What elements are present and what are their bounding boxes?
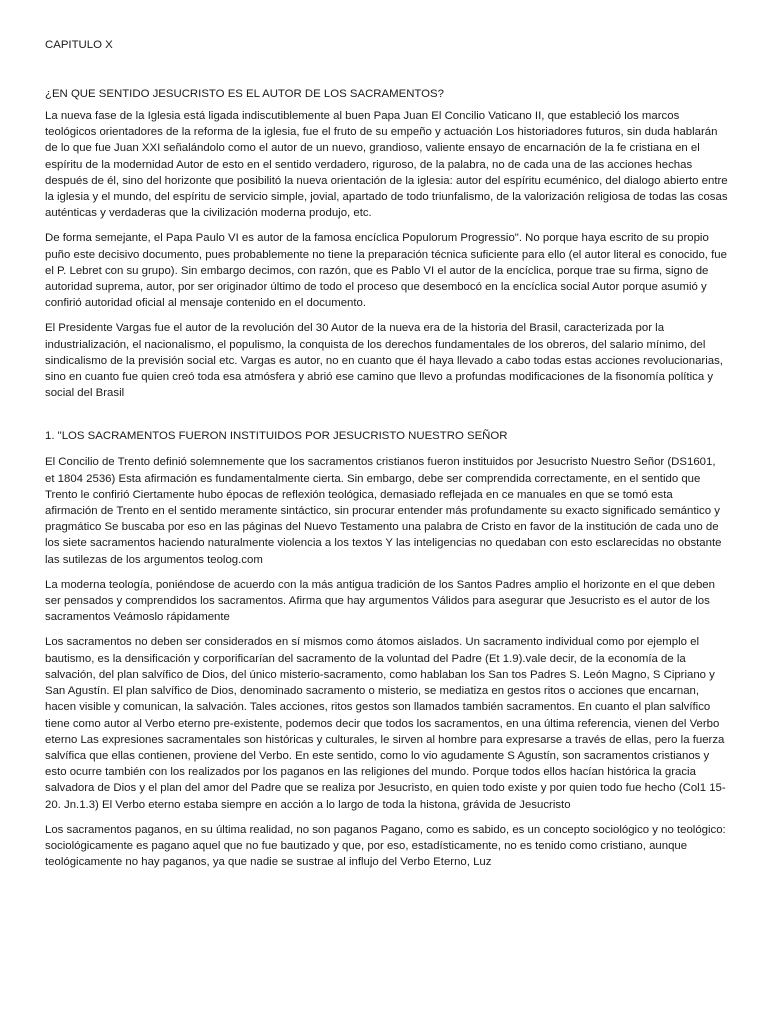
chapter-question: ¿EN QUE SENTIDO JESUCRISTO ES EL AUTOR DE LOS SACRAMENTOS? (45, 88, 444, 100)
paragraph-vargas: El Presidente Vargas fue el autor de la revolución del 30 Autor de la nueva era de la historia del Brasil, caracterizada por la industrialización, el nacionalismo, el populismo, la conquista de los derechos fundamentales de los obreros, del salario mínimo, del sindicalismo de la previsión social etc. Vargas es autor, no en cuanto que él haya llevado a cabo todas estas acciones revolucionarias, sino en cuanto fue quien creó toda esa atmósfera y abrió ese camino que llevo a profundas modificaciones de la fisonomía política y social del Brasil (45, 322, 723, 400)
paragraph-trento: El Concilio de Trento definió solemnemente que los sacramentos cristianos fueron instituidos por Jesucristo Nuestro Señor (DS1601, et 1804 2536) Esta afirmación es fundamentalmente cierta. Sin embargo, debe ser comprendida correctamente, en el sentido que Trento le confirió Ciertamente hubo épocas de reflexión teológica, demasiado reflejada en ce manuales en que se tomó esta afirmación de Trento en el sentido meramente sintáctico, sin procurar entender más profundamente su exacto significado semántico y pragmático Se buscaba por eso en las páginas del Nuevo Testamento una palabra de Cristo en favor de la institución de cada uno de los siete sacramentos haciendo naturalmente violencia a los textos Y las inteligencias no quedaban con esto esclarecidas no obstante las sutilezas de los argumentos teolog.com (45, 456, 722, 566)
paragraph-sacramentos: Los sacramentos no deben ser considerados en sí mismos como átomos aislados. Un sacramento individual como por ejemplo el bautismo, es la densificación y corporificarían del sacramento de la voluntad del Padre (Et 1.9).vale decir, de la economía de la salvación, del plan salvífico de Dios, del único misterio-sacramento, como hablaban los San tos Padres S. León Magno, S Cipriano y San Agustín. El plan salvífico de Dios, denominado sacramento o misterio, se mediatiza en gestos ritos o acciones que encarnan, hacen visible y comunican, la salvación. Tales acciones, ritos gestos son llamados también sacramentos. En cuanto el plan salvífico tiene como autor al Verbo eterno pre-existente, podemos decir que todos los sacramentos, en una última referencia, vienen del Verbo eterno Las expresiones sacramentales son históricas y culturales, le sirven al hombre para expresarse a través de ellas, pero la fuerza salvífica que ellas contienen, proviene del Verbo. En este sentido, como lo vio agudamente S Agustín, son sacramentos cristianos y esto ocurre también con los realizados por los paganos en las religiones del mundo. Porque todos ellos hacían histórica la gracia salvadora de Dios y el plan del amor del Padre que se realiza por Jesucristo, en quien todo existe y por quien todo fue hecho (Col1 15-20. Jn.1.3) El Verbo eterno estaba siempre en acción a lo largo de toda la histona, grávida de Jesucristo (45, 636, 726, 811)
paragraph-juan: La nueva fase de la Iglesia está ligada indiscutiblemente al buen Papa Juan El Concilio Vaticano II, que estableció los marcos teológicos orientadores de la reforma de la iglesia, fue el fruto de su empeño y actuación Los historiadores futuros, sin duda hablarán de lo que fue Juan XXI señalándolo como el autor de un nuevo, grandioso, valiente ensayo de encarnación de la fe cristiana en el espíritu de la modernidad Autor de esto en el sentido verdadero, riguroso, de la palabra, no de cada una de las acciones hechas después de él, sino del horizonte que posibilitó la nueva orientación de la iglesia: autor del espíritu ecuménico, del dialogo abierto entre la iglesia y el mundo, del espíritu de servicio simple, jovial, apartado de todo triunfalismo, de la valorización religiosa de todas las cosas auténticas y verdaderas que la civilización moderna produjo, etc. (45, 110, 728, 220)
paragraph-teologia: La moderna teología, poniéndose de acuerdo con la más antigua tradición de los Santos Padres amplio el horizonte en el que deben ser pensados y comprendidos los sacramentos. Afirma que hay argumentos Válidos para asegurar que Jesucristo es el autor de los sacramentos Veámoslo rápidamente (45, 578, 715, 624)
paragraph-paulo: De forma semejante, el Papa Paulo VI es autor de la famosa encíclica Populorum Progressio". No porque haya escrito de su propio puño este decisivo documento, pues probablemente no tiene la preparación técnica suficiente para ello (el autor literal es conocido, fue el P. Lebret con su grupo). Sin embargo decimos, con razón, que es Pablo VI el autor de la encíclica, porque trae su firma, signo de autoridad suprema, autor, por ser originador último de todo el proceso que desembocó en la encíclica social Autor porque asumió y confirió autoridad oficial al mensaje contenido en el documento. (45, 232, 727, 310)
section-title: 1. "LOS SACRAMENTOS FUERON INSTITUIDOS POR JESUCRISTO NUESTRO SEÑOR (45, 430, 508, 443)
chapter-label: CAPITULO X (45, 39, 113, 51)
paragraph-paganos: Los sacramentos paganos, en su última realidad, no son paganos Pagano, como es sabido, es un concepto sociológico y no teológico: sociológicamente es pagano aquel que no fue bautizado y que, por eso, estadísticamente, no es tenido como cristiano, aunque teológicamente no hay paganos, ya que nadie se sustrae al influjo del Verbo Eterno, Luz (45, 823, 726, 869)
